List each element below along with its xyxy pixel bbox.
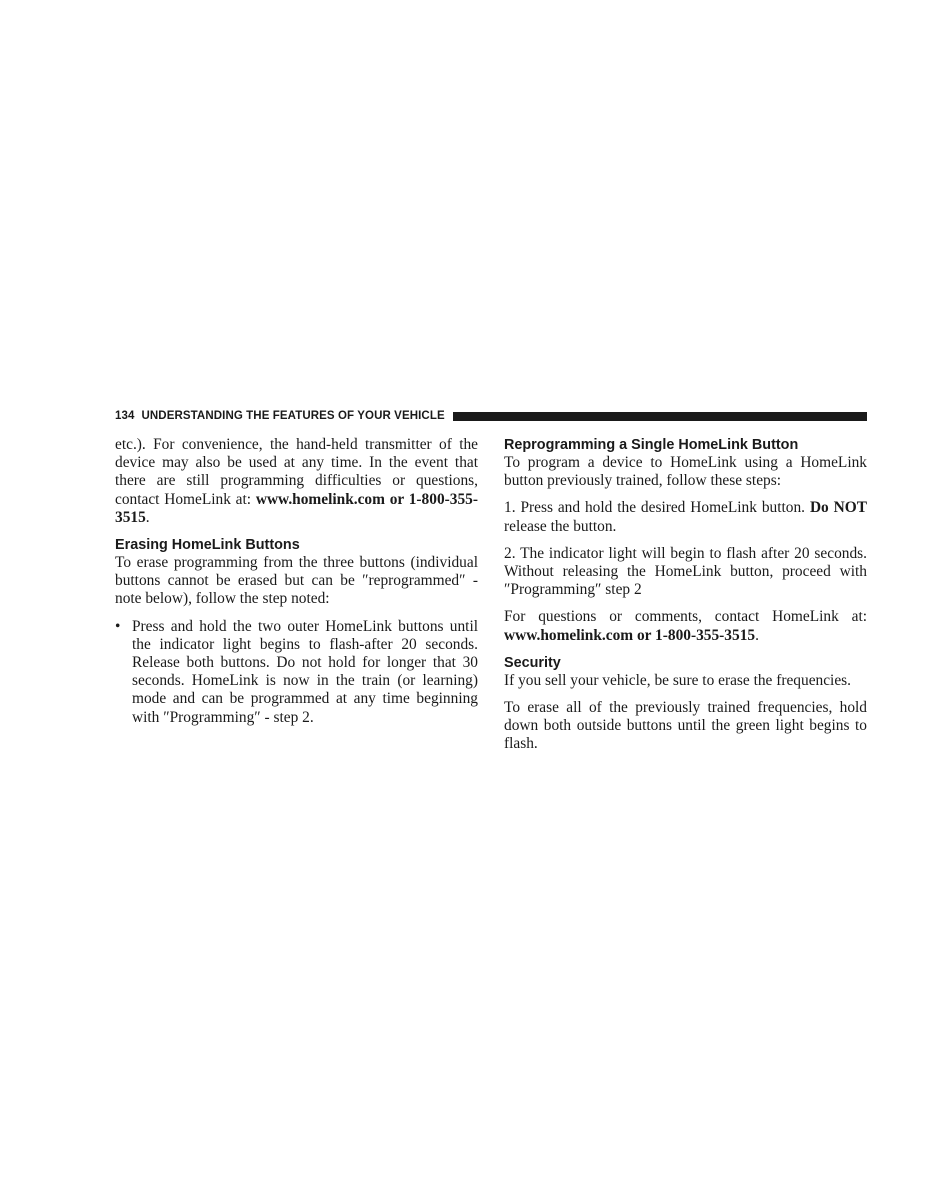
erasing-step (115, 618, 478, 727)
chapter-title: UNDERSTANDING THE FEATURES OF YOUR VEHICLE (141, 410, 445, 422)
contact-paragraph: For questions or comments, contact HomeLink at: www.homelink.com or 1-800-355-3515. (504, 608, 867, 644)
security-para-2: To erase all of the previously trained frequencies, hold down both outside buttons until the green light begins to flash. (504, 699, 867, 753)
intro-paragraph: etc.). For convenience, the hand-held transmitter of the device may also be used at any time. In the event that there are still programming difficulties or questions, contact HomeLink at: www.homelink.com or 1-800-355-3515. (115, 436, 478, 526)
homelink-contact: www.homelink.com or 1-800-355-3515 (115, 490, 478, 526)
header-rule (453, 412, 867, 421)
erasing-step-text: Press and hold the two outer HomeLink buttons until the indicator light begins to flash-after 20 seconds. Release both buttons. Do not hold for longer that 30 seconds. HomeLink is now in the train (or learning) mode and can be programmed at any time beginning with ″Programming″ - step 2. (132, 617, 478, 726)
erasing-heading: Erasing HomeLink Buttons (115, 537, 300, 554)
page-number: 134 (115, 410, 135, 422)
do-not-warning: Do NOT (809, 499, 867, 517)
reprogramming-step-2: 2. The indicator light will begin to flash after 20 seconds. Without releasing the HomeLink button, proceed with ″Programming″ step 2 (504, 544, 867, 599)
homelink-contact-2: www.homelink.com or 1-800-355-3515 (504, 626, 756, 644)
reprogramming-intro: To program a device to HomeLink using a HomeLink button previously trained, follow these steps: (504, 454, 867, 490)
security-para-1: If you sell your vehicle, be sure to erase the frequencies. (504, 671, 852, 689)
reprogramming-heading: Reprogramming a Single HomeLink Button (504, 437, 799, 453)
running-header (115, 407, 867, 425)
right-column (504, 436, 867, 763)
erasing-intro: To erase programming from the three buttons (individual buttons cannot be erased but can be ″reprogrammed″ - note below), follow the step noted: (115, 554, 478, 608)
bullet-icon: • (115, 617, 121, 635)
reprogramming-step-1: 1. Press and hold the desired HomeLink button. Do NOT release the button. (504, 499, 867, 535)
left-column (115, 436, 478, 727)
security-heading: Security (504, 654, 561, 671)
